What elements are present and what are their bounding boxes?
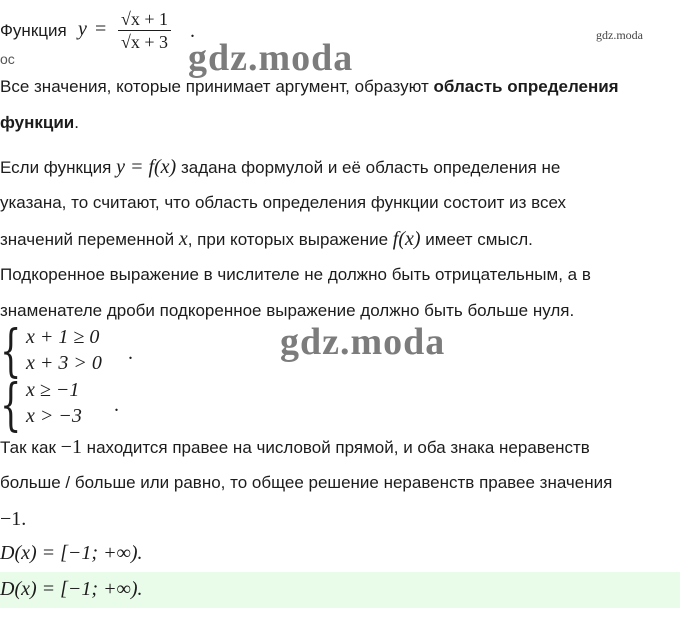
answer-domain: D(x) = [−1; +∞). (0, 578, 143, 600)
p2-text-b: задана формулой и её область определения не (176, 158, 561, 177)
paragraph-rule-2: указана, то считают, что область определения функции состоит из всех (0, 193, 567, 212)
paragraph-rule-1 (0, 156, 560, 179)
paragraph-conclusion-3: −1. (0, 508, 27, 530)
p2-text-a: Если функция (0, 158, 117, 177)
paragraph-radicand-2: знаменателе дроби подкоренное выражение должно быть больше нуля. (0, 301, 575, 320)
title-eq: = (95, 18, 107, 40)
fraction (118, 8, 171, 53)
system-2-dot: . (114, 394, 119, 416)
p1-text-a: Все значения, которые принимает аргумент, образуют (0, 77, 434, 96)
title-end: . (190, 20, 195, 42)
title-prefix: Функция (0, 21, 67, 40)
p4-text-a: значений переменной (0, 230, 179, 249)
p7-text-b: находится правее на числовой прямой, и оба знака неравенств (81, 438, 590, 457)
paragraph-domain (0, 76, 619, 98)
paragraph-conclusion-1 (0, 436, 590, 459)
fraction-numerator: √x + 1 (118, 8, 171, 31)
system-2-line-2: x > −3 (26, 405, 82, 427)
p4-x: x (178, 228, 188, 250)
result-domain: D(x) = [−1; +∞). (0, 542, 143, 564)
numerator-radicand: x + 1 (130, 9, 169, 29)
p4-text-b: , при которых выражение (187, 230, 393, 249)
watermark-middle: gdz.moda (280, 321, 446, 363)
fraction-denominator: √x + 3 (121, 32, 169, 52)
p7-text-a: Так как (0, 438, 61, 457)
system-1-dot: . (128, 342, 133, 364)
p7-math: −1 (60, 436, 82, 458)
system-1-line-1: x + 1 ≥ 0 (26, 326, 100, 348)
denominator-radicand: x + 3 (130, 32, 169, 52)
p4-fx: f(x) (392, 228, 421, 250)
system-brace-1: { (0, 319, 22, 384)
watermark-top: gdz.moda (188, 37, 354, 79)
paragraph-radicand-1: Подкоренное выражение в числителе не должно быть отрицательным, а в (0, 265, 591, 284)
watermark-small: gdz.moda (596, 28, 643, 42)
p1-bold-2: функции (0, 113, 75, 132)
paragraph-conclusion-2: больше / больше или равно, то общее решение неравенств правее значения (0, 473, 613, 492)
paragraph-rule-3 (0, 228, 533, 251)
p1-dot: . (74, 113, 79, 132)
p2-math: y = f(x) (116, 156, 177, 178)
paragraph-domain-end (0, 112, 79, 134)
cut-line: ос (0, 55, 15, 65)
title-y: y (78, 18, 87, 40)
system-brace-2: { (0, 373, 22, 438)
p4-text-c: имеет смысл. (420, 230, 533, 249)
system-2-line-1: x ≥ −1 (26, 379, 80, 401)
p1-bold: область определения (433, 77, 619, 96)
system-1-line-2: x + 3 > 0 (26, 352, 102, 374)
